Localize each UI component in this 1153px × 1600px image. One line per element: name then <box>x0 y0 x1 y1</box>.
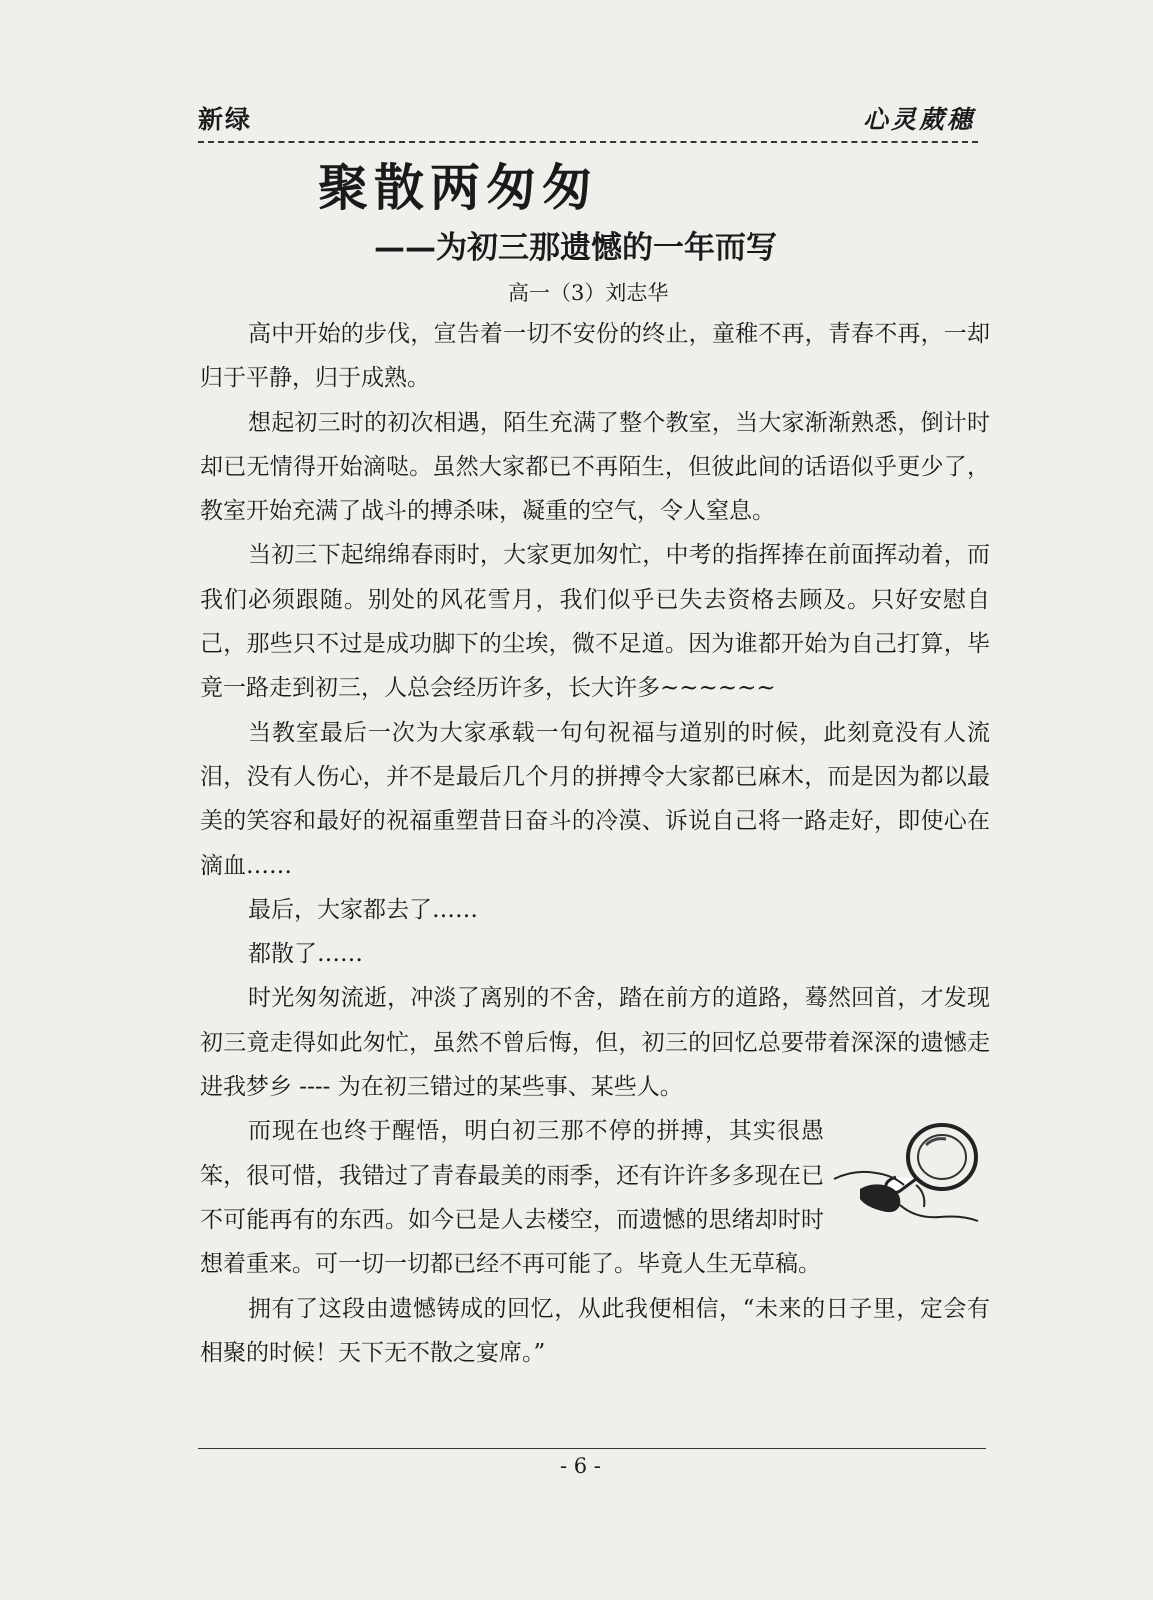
article-body <box>200 312 990 1375</box>
paragraph: 当初三下起绵绵春雨时，大家更加匆忙，中考的指挥捧在前面挥动着，而我们必须跟随。别处的风花雪月，我们似乎已失去资格去顾及。只好安慰自己，那些只不过是成功脚下的尘埃，微不足道。因为谁都开始为自己打算，毕竟一路走到初三，人总会经历许多，长大许多~~~~~~ <box>200 542 990 702</box>
paragraph: 时光匆匆流逝，冲淡了离别的不舍，踏在前方的道路，蓦然回首，才发现初三竟走得如此匆忙，虽然不曾后悔，但，初三的回忆总要带着深深的遗憾走进我梦乡 ---- 为在初三错过的某些事、某些人。 <box>200 985 990 1101</box>
header-divider <box>198 141 978 143</box>
paragraph: 拥有了这段由遗憾铸成的回忆，从此我便相信，“未来的日子里，定会有相聚的时候！天下无不散之宴席。” <box>200 1295 990 1366</box>
paragraph: 高中开始的步伐，宣告着一切不安份的终止，童稚不再，青春不再，一却归于平静，归于成熟。 <box>200 321 990 392</box>
footer-divider <box>198 1448 986 1449</box>
article-subtitle: ——为初三那遗憾的一年而写 <box>374 230 777 266</box>
article-title: 聚散两匆匆 <box>318 158 598 217</box>
header-column-name: 心灵葳穗 <box>862 105 975 134</box>
paragraph: 最后，大家都去了…… <box>248 896 478 923</box>
paragraph: 都散了…… <box>248 941 363 968</box>
paragraph: 当教室最后一次为大家承载一句句祝福与道别的时候，此刻竟没有人流泪，没有人伤心，并不是最后几个月的拼搏令大家都已麻木，而是因为都以最美的笑容和最好的祝福重塑昔日奋斗的冷漠、诉说自己将一路走好，即使心在滴血…… <box>200 719 990 879</box>
paragraph: 想起初三时的初次相遇，陌生充满了整个教室，当大家渐渐熟悉，倒计时却已无情得开始滴哒。虽然大家都已不再陌生，但彼此间的话语似乎更少了，教室开始充满了战斗的搏杀味，凝重的空气，令人窒息。 <box>200 409 990 525</box>
paragraph: 而现在也终于醒悟，明白初三那不停的拼搏，其实很愚笨，很可惜，我错过了青春最美的雨季，还有许许多多现在已不可能再有的东西。如今已是人去楼空，而遗憾的思绪却时时想着重来。可一切一切都已经不再可能了。毕竟人生无草稿。 <box>200 1118 824 1278</box>
page-number: - 6 - <box>560 1454 601 1478</box>
magnifier-hand-icon <box>830 1115 992 1237</box>
header-section-name: 新绿 <box>198 105 253 134</box>
article-author: 高一（3）刘志华 <box>508 281 669 305</box>
